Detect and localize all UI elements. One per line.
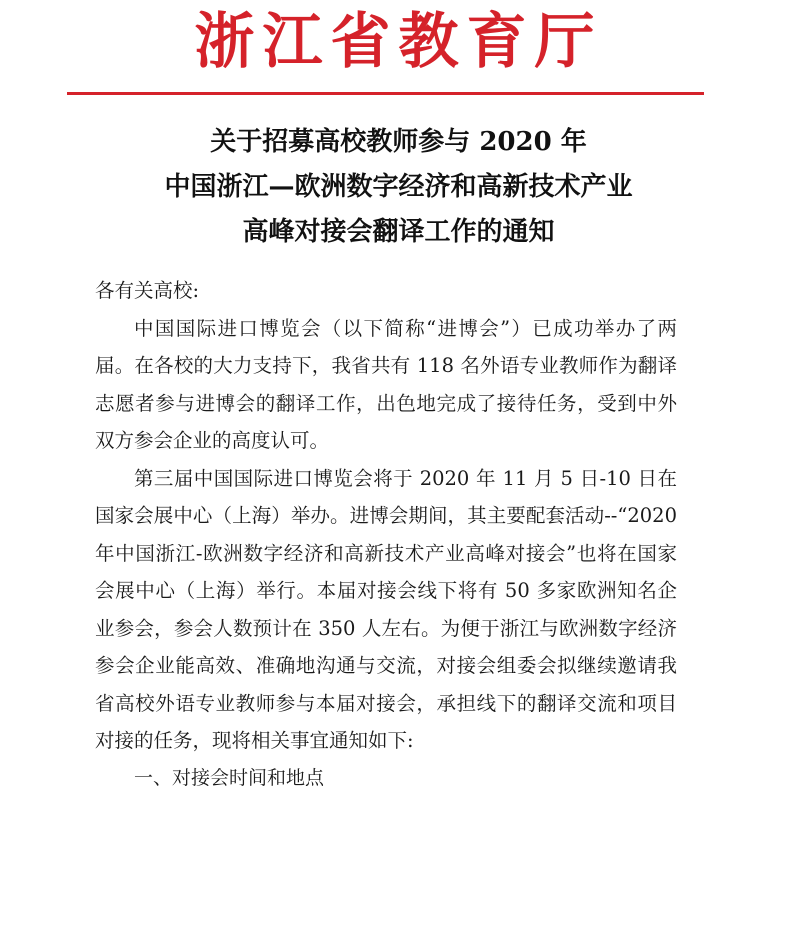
section-heading-1: 一、对接会时间和地点 <box>134 766 325 789</box>
paragraph-1: 中国国际进口博览会（以下简称“进博会”）已成功举办了两届。在各校的大力支持下，我省共有 118 名外语专业教师作为翻译志愿者参与进博会的翻译工作，出色地完成了接待任务，受到中外双方参会企业的高度认可。 <box>95 316 677 452</box>
title-line-1: 关于招募高校教师参与 2020 年 <box>210 127 587 157</box>
salutation: 各有关高校: <box>95 279 200 302</box>
notice-title <box>0 120 797 255</box>
letterhead-divider <box>67 92 704 95</box>
org-letterhead: 浙江省教育厅 <box>194 7 603 77</box>
notice-body <box>95 272 677 797</box>
paragraph-2: 第三届中国国际进口博览会将于 2020 年 11 月 5 日-10 日在国家会展中心（上海）举办。进博会期间，其主要配套活动--“2020 年中国浙江-欧洲数字经济和高新技术产业高峰对接会”也将在国家会展中心（上海）举行。本届对接会线下将有 50 多家欧洲知名企业参会，参会人数预计在 350 人左右。为便于浙江与欧洲数字经济参会企业能高效、准确地沟通与交流，对接会组委会拟继续邀请我省高校外语专业教师参与本届对接会，承担线下的翻译交流和项目对接的任务，现将相关事宜通知如下: <box>95 466 677 752</box>
title-line-2: 中国浙江—欧洲数字经济和高新技术产业 <box>164 172 633 202</box>
title-line-3: 高峰对接会翻译工作的通知 <box>242 217 555 247</box>
